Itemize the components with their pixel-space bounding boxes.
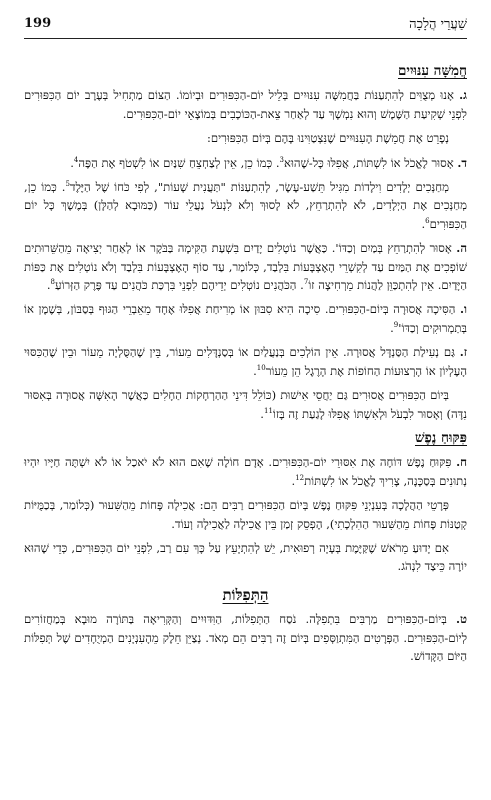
paragraph-text: . bbox=[291, 473, 296, 488]
footnote-marker: 5 bbox=[65, 180, 70, 189]
paragraph-text: הַסִּיכָה אֲסוּרָה בְּיוֹם-הַכִּפּוּרִים. סִיכָה הִיא סִבּוּן אוֹ מְרִיחַת אֲפִלּוּ אֶחָד מֵאֵבְרֵי הַגּוּף בְּסַבּוֹן, בְּשֶׁמֶן אוֹ בְּתַמְרוּקִים וְכַדּוֹ' bbox=[24, 302, 467, 335]
paragraph-text: . כְּמוֹ כֵן, אֵין לְצַחְצֵחַ שִׁנַּיִם אוֹ לִשְׁטֹף אֶת הַפֶּה bbox=[78, 155, 280, 170]
paragraph bbox=[24, 178, 467, 233]
paragraph bbox=[24, 539, 467, 576]
paragraph-text: בְּיוֹם הַכִּפּוּרִים אֲסוּרִים גַּם יַחֲסֵי אִישׁוּת (כּוֹלֵל דִּינֵי הַהַרְחָקוֹת הַחָלִים כַּאֲשֶׁר הָאִשָּׁה אֲסוּרָה בְּאִסּוּר נִדָּה) וְאָסוּר לִבְעֹל וּלְאִשְׁתּוֹ אֲפִלּוּ לָגַעַת זֶה בָּזוֹ bbox=[24, 388, 467, 421]
paragraph-label: ה. bbox=[456, 241, 467, 256]
footnote-marker: 9 bbox=[393, 321, 399, 330]
paragraph-text: אָסוּר לֶאֱכֹל אוֹ לִשְׁתּוֹת, אֲפִלּוּ כָּל-שֶׁהוּא bbox=[283, 155, 454, 170]
paragraph-label: ד. bbox=[457, 155, 467, 170]
paragraph bbox=[24, 300, 467, 337]
paragraph-text: בְּיוֹם-הַכִּפּוּרִים מַרְבִּים בִּתְפִלָּה. נֹסַח הַתְּפִלּוֹת, הַוִּדּוּיִים וְהַקְּרִיאָה בַּתּוֹרָה מוּבָא בְּמַחֲזוֹרִים לְיוֹם-הַכִּפּוּרִים. הַפְּרָטִים הַמִּתְוַסְּפִים בְּיוֹם זֶה רַבִּים הֵם מְאֹד. נְצַיֵּן חֵלֶק מֵהָעִנְיָנִים הַמְיֻחָדִים שֶׁל תְּפִלּוֹת הַיּוֹם הַקָּדוֹשׁ. bbox=[24, 612, 467, 663]
paragraph bbox=[24, 86, 467, 123]
header-rule bbox=[24, 38, 467, 39]
paragraph-text: . bbox=[70, 155, 74, 170]
paragraph-text: . bbox=[260, 406, 264, 421]
paragraph-text: גַּם נְעִילַת הַסַּנְדָּל אֲסוּרָה. אֵין הוֹלְכִים בְּנַעֲלַיִם אוֹ בְּסַנְדָּלִים מֵעוֹר, בֵּין שֶׁהַסֻּלְיָה מֵעוֹר וּבֵין שֶׁהַכִּסּוּי הָעֶלְיוֹן אוֹ הָרְצוּעוֹת הַחוֹפוֹת אֶת הָרֶגֶל הֵן מֵעוֹר bbox=[24, 345, 467, 378]
footnote-marker: 6 bbox=[425, 216, 430, 225]
paragraph-text: אָסוּר לְהִתְרַחֵץ בְּמַיִם וְכַדּוֹ'. כַּאֲשֶׁר נוֹטְלִים יָדַיִם בִּשְׁעַת הַקִּימָה בַּבֹּקֶר אוֹ לְאַחַר יְצִיאָה מֵהַשֵּׁרוּתִים שׁוֹפְכִים אֶת הַמַּיִם עַד לְקִשְׁרֵי הָאֶצְבָּעוֹת בִּלְבַד, כְּלוֹמַר, עַד סוֹף הָאֶצְבָּעוֹת בִּלְבַד וְלֹא נוֹטְלִים אֶת כַּפּוֹת הַיָּדַיִם. אֵין לְהִתְכַּוֵּן לַהֲנוֹת מֵרְחִיצָה זוֹ bbox=[24, 241, 467, 293]
paragraph-text: . כְּמוֹ כֵן, מְחַנְּכִים אֶת הַיְלָדִים, לֹא לְהִתְרַחֵץ, לֹא לָסוּךְ וְלֹא לִנְעֹל נַעֲלֵי עוֹר (כַּמּוּבָא לְהַלָּן) בְּמֶשֶׁךְ כָּל יוֹם הַכִּפּוּרִים bbox=[24, 180, 467, 231]
page-number: 199 bbox=[24, 16, 52, 31]
paragraph-text: אִם יָדוּעַ מֵרֹאשׁ שֶׁקַּיֶּמֶת בְּעָיָה רְפוּאִית, יֵשׁ לְהִתְיָעֵץ עַל כָּךְ עִם רַב, לִפְנֵי יוֹם הַכִּפּוּרִים, כְּדֵי שֶׁהוּא יוֹרֶה כֵּיצַד לִנְהֹג. bbox=[24, 540, 467, 574]
paragraph-text: . bbox=[390, 320, 394, 335]
footnote-marker: 12 bbox=[295, 473, 305, 482]
paragraph bbox=[24, 239, 467, 294]
paragraph-text: פִּקּוּחַ נֶפֶשׁ דּוֹחֶה אֶת אִסּוּרֵי יוֹם-הַכִּפּוּרִים. אָדָם חוֹלֶה שֶׁאִם הוּא לֹא יֹאכַל אוֹ לֹא יִשְׁתֶּה חַיָּיו יִהְיוּ נְתוּנִים בְּסַכָּנָה, צָרִיךְ לֶאֱכֹל אוֹ לִשְׁתּוֹת bbox=[24, 455, 467, 488]
paragraph-label: ג. bbox=[459, 88, 467, 103]
footnote-marker: 11 bbox=[263, 406, 273, 415]
paragraph-text: מְחַנְּכִים יְלָדִים וִילָדוֹת מִגִּיל תֵּשַׁע-עֶשֶׂר, לְהִתְעַנּוֹת "תַּעֲנִית שָׁעוֹת", לְפִי כֹּחוֹ שֶׁל הַיֶּלֶד bbox=[69, 180, 449, 195]
paragraph-text: . bbox=[421, 216, 426, 231]
section-heading: חֲמִשָּׁה עִנּוּיִים bbox=[397, 63, 467, 79]
page-header bbox=[24, 16, 467, 36]
page-content bbox=[24, 62, 467, 671]
running-title: שַׁעֲרֵי הֲלָכָה bbox=[409, 17, 467, 32]
footnote-marker: 3 bbox=[279, 155, 284, 164]
footnote-marker: 4 bbox=[73, 155, 79, 164]
footnote-marker: 7 bbox=[303, 278, 309, 287]
paragraph-label: ז. bbox=[459, 345, 467, 360]
footnote-marker: 10 bbox=[256, 363, 266, 372]
paragraph-text: . הַכֹּהֲנִים נוֹטְלִים יְדֵיהֶם לִפְנֵי בִּרְכַּת כֹּהֲנִים עַד פֶּרֶק הַזְּרוֹעַ bbox=[55, 278, 304, 293]
paragraph-label: ט. bbox=[455, 612, 467, 627]
paragraph bbox=[24, 496, 467, 533]
paragraph-text: . bbox=[253, 363, 257, 378]
section-heading: הַתְּפִלּוֹת bbox=[222, 585, 269, 604]
paragraph bbox=[24, 386, 467, 423]
paragraph-label: ח. bbox=[456, 455, 468, 470]
paragraph bbox=[24, 154, 467, 172]
section-heading: פִּקּוּחַ נֶפֶשׁ bbox=[414, 429, 467, 446]
paragraph-label: ו. bbox=[459, 302, 467, 317]
footnote-marker: 8 bbox=[50, 278, 55, 287]
paragraph-text: פְּרָטֵי הַהֲלָכָה בְּעִנְיְנֵי פִּקּוּחַ נֶפֶשׁ בְּיוֹם הַכִּפּוּרִים רַבִּים הֵם: אֲכִילָה פָּחוֹת מֵהַשִּׁעוּר (כְּלוֹמַר, בְּכַמֻּיּוֹת קְטַנּוֹת פָּחוֹת מֵהַשִּׁעוּר הַהִלְכָתִי), הֶפְסֵק זְמַן בֵּין אֲכִילָה לַאֲכִילָה וְעוֹד. bbox=[24, 498, 467, 531]
paragraph bbox=[24, 453, 467, 490]
paragraph bbox=[24, 343, 467, 380]
paragraph-text: . bbox=[46, 278, 51, 293]
paragraph bbox=[24, 129, 467, 147]
paragraph bbox=[24, 610, 467, 665]
paragraph-text: נְפָרֵט אֶת חֲמֵשֶׁת הָעִנּוּיִים שֶׁנִּצְטַוִּינוּ בָּהֶם בְּיוֹם הַכִּפּוּרִים: bbox=[206, 131, 449, 146]
paragraph-text: אָנוּ מְצֻוִּים לְהִתְעַנּוֹת בַּחֲמִשָּׁה עִנּוּיִים בְּלֵיל יוֹם-הַכִּפּוּרִים וּבְיוֹמוֹ. הַצּוֹם מַתְחִיל בְּעֶרֶב יוֹם הַכִּפּוּרִים לִפְנֵי שְׁקִיעַת הַשֶּׁמֶשׁ וְהוּא נִמְשָׁךְ עַד לְאַחַר צֵאת-הַכּוֹכָבִים בְּמוֹצָאֵי יוֹם-הַכִּפּוּרִים. bbox=[24, 88, 467, 121]
